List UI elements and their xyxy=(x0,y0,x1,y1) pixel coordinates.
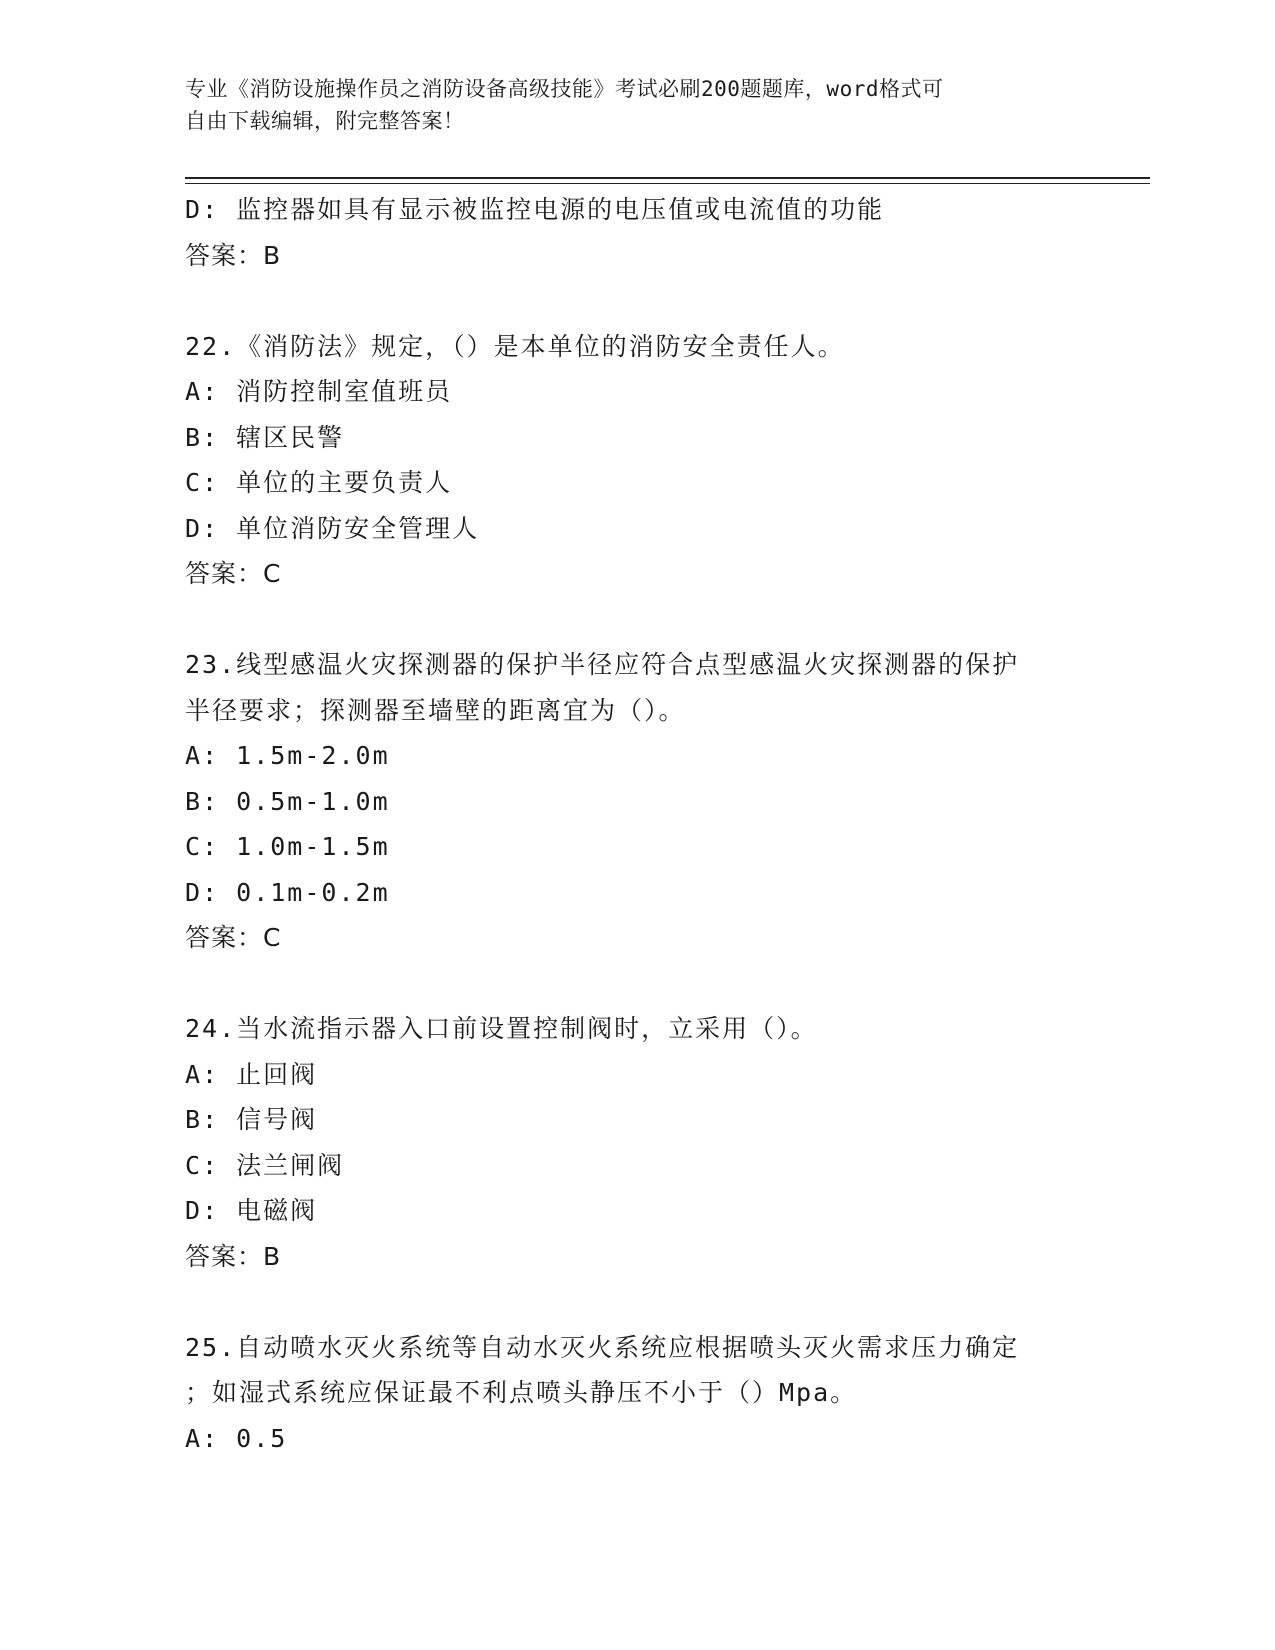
option-a: A: 1.5m-2.0m xyxy=(185,741,390,770)
header-line-1: 专业《消防设施操作员之消防设备高级技能》考试必刷200题题库，word格式可 xyxy=(185,77,944,101)
question-25 xyxy=(185,1325,1085,1462)
option-c: C: 单位的主要负责人 xyxy=(185,468,453,497)
option-d: D: 监控器如具有显示被监控电源的电压值或电流值的功能 xyxy=(185,195,885,224)
header-divider-thin xyxy=(185,183,1150,184)
spacer xyxy=(185,961,1085,1007)
answer: 答案：C xyxy=(185,923,282,952)
header-divider-thick xyxy=(185,177,1150,179)
option-b: B: 0.5m-1.0m xyxy=(185,786,390,816)
question-stem: 23.线型感温火灾探测器的保护半径应符合点型感温火灾探测器的保护 xyxy=(185,650,1020,679)
question-22 xyxy=(185,324,1085,597)
document-header xyxy=(185,73,1065,137)
answer: 答案：B xyxy=(185,240,282,270)
spacer xyxy=(185,597,1085,643)
question-24 xyxy=(185,1006,1085,1279)
question-21-tail xyxy=(185,187,1085,278)
option-a: A: 止回阀 xyxy=(185,1059,318,1089)
option-b: B: 信号阀 xyxy=(185,1105,318,1134)
option-d: D: 电磁阀 xyxy=(185,1196,318,1225)
question-stem: 24.当水流指示器入口前设置控制阀时，立采用（）。 xyxy=(185,1014,818,1043)
header-line-2: 自由下载编辑，附完整答案！ xyxy=(185,109,465,133)
answer: 答案：B xyxy=(185,1241,282,1271)
option-c: C: 1.0m-1.5m xyxy=(185,832,390,861)
option-a: A: 0.5 xyxy=(185,1423,288,1453)
question-23 xyxy=(185,642,1085,961)
answer: 答案：C xyxy=(185,559,282,588)
question-stem-cont: ；如湿式系统应保证最不利点喷头静压不小于（）Mpa。 xyxy=(185,1378,858,1407)
spacer xyxy=(185,1279,1085,1325)
question-stem: 22.《消防法》规定，（）是本单位的消防安全责任人。 xyxy=(185,331,845,361)
question-stem: 25.自动喷水灭火系统等自动水灭火系统应根据喷头灭火需求压力确定 xyxy=(185,1332,1020,1362)
option-a: A: 消防控制室值班员 xyxy=(185,377,453,406)
question-stem-cont: 半径要求；探测器至墙壁的距离宜为（）。 xyxy=(185,695,686,725)
question-list xyxy=(185,187,1085,1461)
option-d: D: 单位消防安全管理人 xyxy=(185,513,480,543)
option-d: D: 0.1m-0.2m xyxy=(185,877,390,907)
option-b: B: 辖区民警 xyxy=(185,422,345,452)
option-c: C: 法兰闸阀 xyxy=(185,1150,345,1180)
spacer xyxy=(185,278,1085,324)
